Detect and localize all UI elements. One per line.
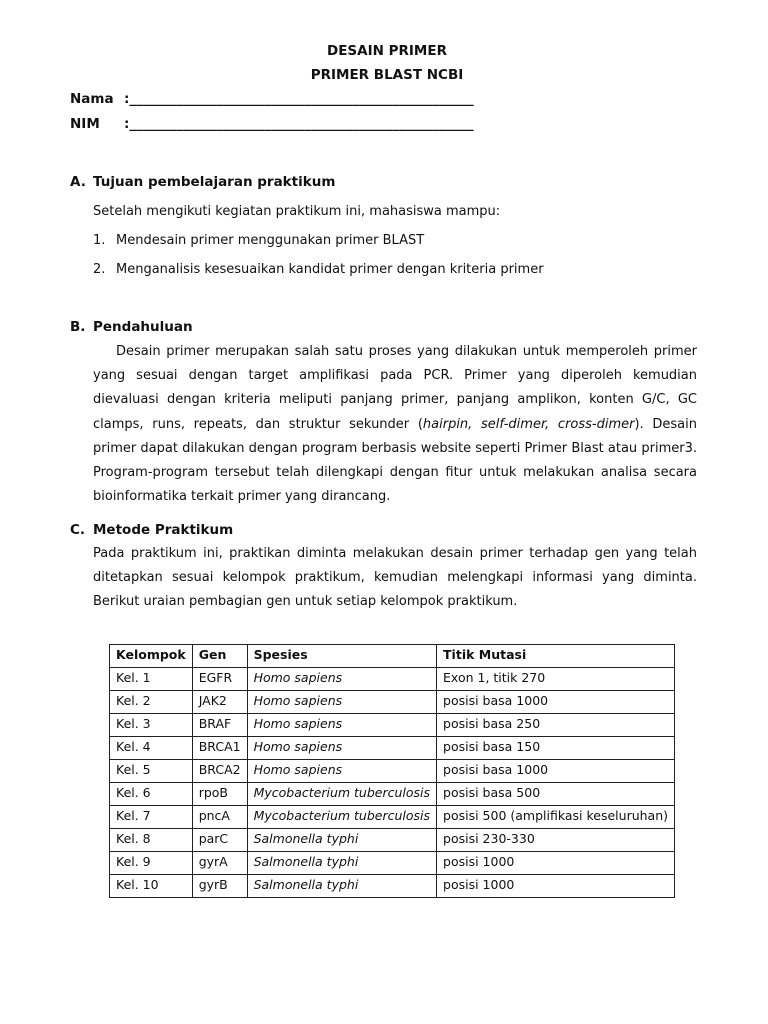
table-row bbox=[110, 806, 675, 829]
nim-blank: :___________________________________________________ bbox=[124, 116, 474, 132]
section-c-letter: C. bbox=[70, 522, 86, 538]
spesies-cell: Homo sapiens bbox=[247, 691, 436, 714]
table-row bbox=[110, 829, 675, 852]
table-row bbox=[110, 691, 675, 714]
column-header: Kelompok bbox=[110, 645, 193, 668]
nama-blank: :___________________________________________________ bbox=[124, 91, 474, 107]
kelompok-cell: Kel. 3 bbox=[110, 714, 193, 737]
document-title: DESAIN PRIMER bbox=[327, 43, 447, 59]
kelompok-cell: Kel. 10 bbox=[110, 875, 193, 898]
titik-mutasi-cell: posisi basa 1000 bbox=[437, 691, 675, 714]
titik-mutasi-cell: posisi basa 250 bbox=[437, 714, 675, 737]
gen-cell: BRCA2 bbox=[192, 760, 247, 783]
objective-text: Mendesain primer menggunakan primer BLAST bbox=[116, 233, 425, 248]
titik-mutasi-cell: posisi 1000 bbox=[437, 875, 675, 898]
objective-number: 1. bbox=[93, 233, 106, 248]
kelompok-cell: Kel. 8 bbox=[110, 829, 193, 852]
section-b-title: Pendahuluan bbox=[93, 319, 193, 335]
gen-cell: rpoB bbox=[192, 783, 247, 806]
objective-number: 2. bbox=[93, 262, 106, 277]
paragraph-italic-terms: hairpin, self-dimer, cross-dimer bbox=[422, 416, 635, 432]
titik-mutasi-cell: Exon 1, titik 270 bbox=[437, 668, 675, 691]
column-header: Spesies bbox=[247, 645, 436, 668]
kelompok-cell: Kel. 6 bbox=[110, 783, 193, 806]
spesies-cell: Homo sapiens bbox=[247, 668, 436, 691]
table-row bbox=[110, 668, 675, 691]
kelompok-cell: Kel. 2 bbox=[110, 691, 193, 714]
kelompok-cell: Kel. 7 bbox=[110, 806, 193, 829]
spesies-cell: Homo sapiens bbox=[247, 714, 436, 737]
section-c-paragraph: Pada praktikum ini, praktikan diminta melakukan desain primer terhadap gen yang telah ditetapkan sesuai kelompok praktikum, kemudian melengkapi informasi yang diminta. Berikut uraian pembagian gen untuk setiap kelompok praktikum. bbox=[93, 546, 697, 610]
titik-mutasi-cell: posisi 500 (amplifikasi keseluruhan) bbox=[437, 806, 675, 829]
gen-cell: BRAF bbox=[192, 714, 247, 737]
spesies-cell: Mycobacterium tuberculosis bbox=[247, 806, 436, 829]
table-row bbox=[110, 875, 675, 898]
table-row bbox=[110, 783, 675, 806]
spesies-cell: Homo sapiens bbox=[247, 737, 436, 760]
section-b-paragraph bbox=[93, 340, 697, 509]
table-row bbox=[110, 714, 675, 737]
titik-mutasi-cell: posisi basa 1000 bbox=[437, 760, 675, 783]
section-b-heading bbox=[70, 319, 193, 335]
titik-mutasi-cell: posisi 230-330 bbox=[437, 829, 675, 852]
section-b-letter: B. bbox=[70, 319, 86, 335]
titik-mutasi-cell: posisi 1000 bbox=[437, 852, 675, 875]
titik-mutasi-cell: posisi basa 500 bbox=[437, 783, 675, 806]
titik-mutasi-cell: posisi basa 150 bbox=[437, 737, 675, 760]
gen-cell: JAK2 bbox=[192, 691, 247, 714]
nama-line bbox=[70, 91, 474, 107]
paragraph-text-1: Desain primer merupakan salah satu proses yang dilakukan untuk memperoleh primer yang sesuai dengan target amplifikasi pada PCR. Primer yang diperoleh kemudian dievaluasi dengan kriteria meliputi panjang primer, panjang amplikon, konten G/C, GC clamps, runs, repeats, dan struktur sekunder ( bbox=[93, 344, 697, 432]
kelompok-cell: Kel. 5 bbox=[110, 760, 193, 783]
spesies-cell: Homo sapiens bbox=[247, 760, 436, 783]
table-row bbox=[110, 852, 675, 875]
objective-item bbox=[93, 233, 424, 248]
nim-label: NIM bbox=[70, 116, 100, 132]
spesies-cell: Salmonella typhi bbox=[247, 829, 436, 852]
gene-assignment-table bbox=[109, 644, 675, 898]
table-row bbox=[110, 737, 675, 760]
table-row bbox=[110, 760, 675, 783]
section-a-heading bbox=[70, 174, 335, 190]
table-header-row bbox=[110, 645, 675, 668]
paragraph-text-2: ). Desain primer dapat dilakukan dengan program berbasis website seperti Primer Blast atau primer3. Program-program tersebut telah dilengkapi dengan fitur untuk melakukan analisa secara bioinformatika terkait primer yang dirancang. bbox=[93, 416, 697, 505]
section-c-heading bbox=[70, 522, 233, 538]
kelompok-cell: Kel. 4 bbox=[110, 737, 193, 760]
kelompok-cell: Kel. 1 bbox=[110, 668, 193, 691]
section-a-intro: Setelah mengikuti kegiatan praktikum ini, mahasiswa mampu: bbox=[93, 204, 501, 219]
gen-cell: EGFR bbox=[192, 668, 247, 691]
column-header: Titik Mutasi bbox=[437, 645, 675, 668]
column-header: Gen bbox=[192, 645, 247, 668]
nim-line bbox=[70, 116, 474, 132]
section-c-title: Metode Praktikum bbox=[93, 522, 234, 538]
document-subtitle: PRIMER BLAST NCBI bbox=[310, 67, 464, 83]
gen-cell: parC bbox=[192, 829, 247, 852]
gen-cell: pncA bbox=[192, 806, 247, 829]
section-a-title: Tujuan pembelajaran praktikum bbox=[93, 174, 336, 190]
spesies-cell: Salmonella typhi bbox=[247, 852, 436, 875]
gen-cell: BRCA1 bbox=[192, 737, 247, 760]
nama-label: Nama bbox=[70, 91, 114, 107]
table-body bbox=[110, 668, 675, 898]
objective-item bbox=[93, 262, 544, 277]
gen-cell: gyrB bbox=[192, 875, 247, 898]
spesies-cell: Mycobacterium tuberculosis bbox=[247, 783, 436, 806]
gen-cell: gyrA bbox=[192, 852, 247, 875]
objective-text: Menganalisis kesesuaikan kandidat primer dengan kriteria primer bbox=[116, 262, 544, 277]
section-a-letter: A. bbox=[70, 174, 86, 190]
kelompok-cell: Kel. 9 bbox=[110, 852, 193, 875]
spesies-cell: Salmonella typhi bbox=[247, 875, 436, 898]
